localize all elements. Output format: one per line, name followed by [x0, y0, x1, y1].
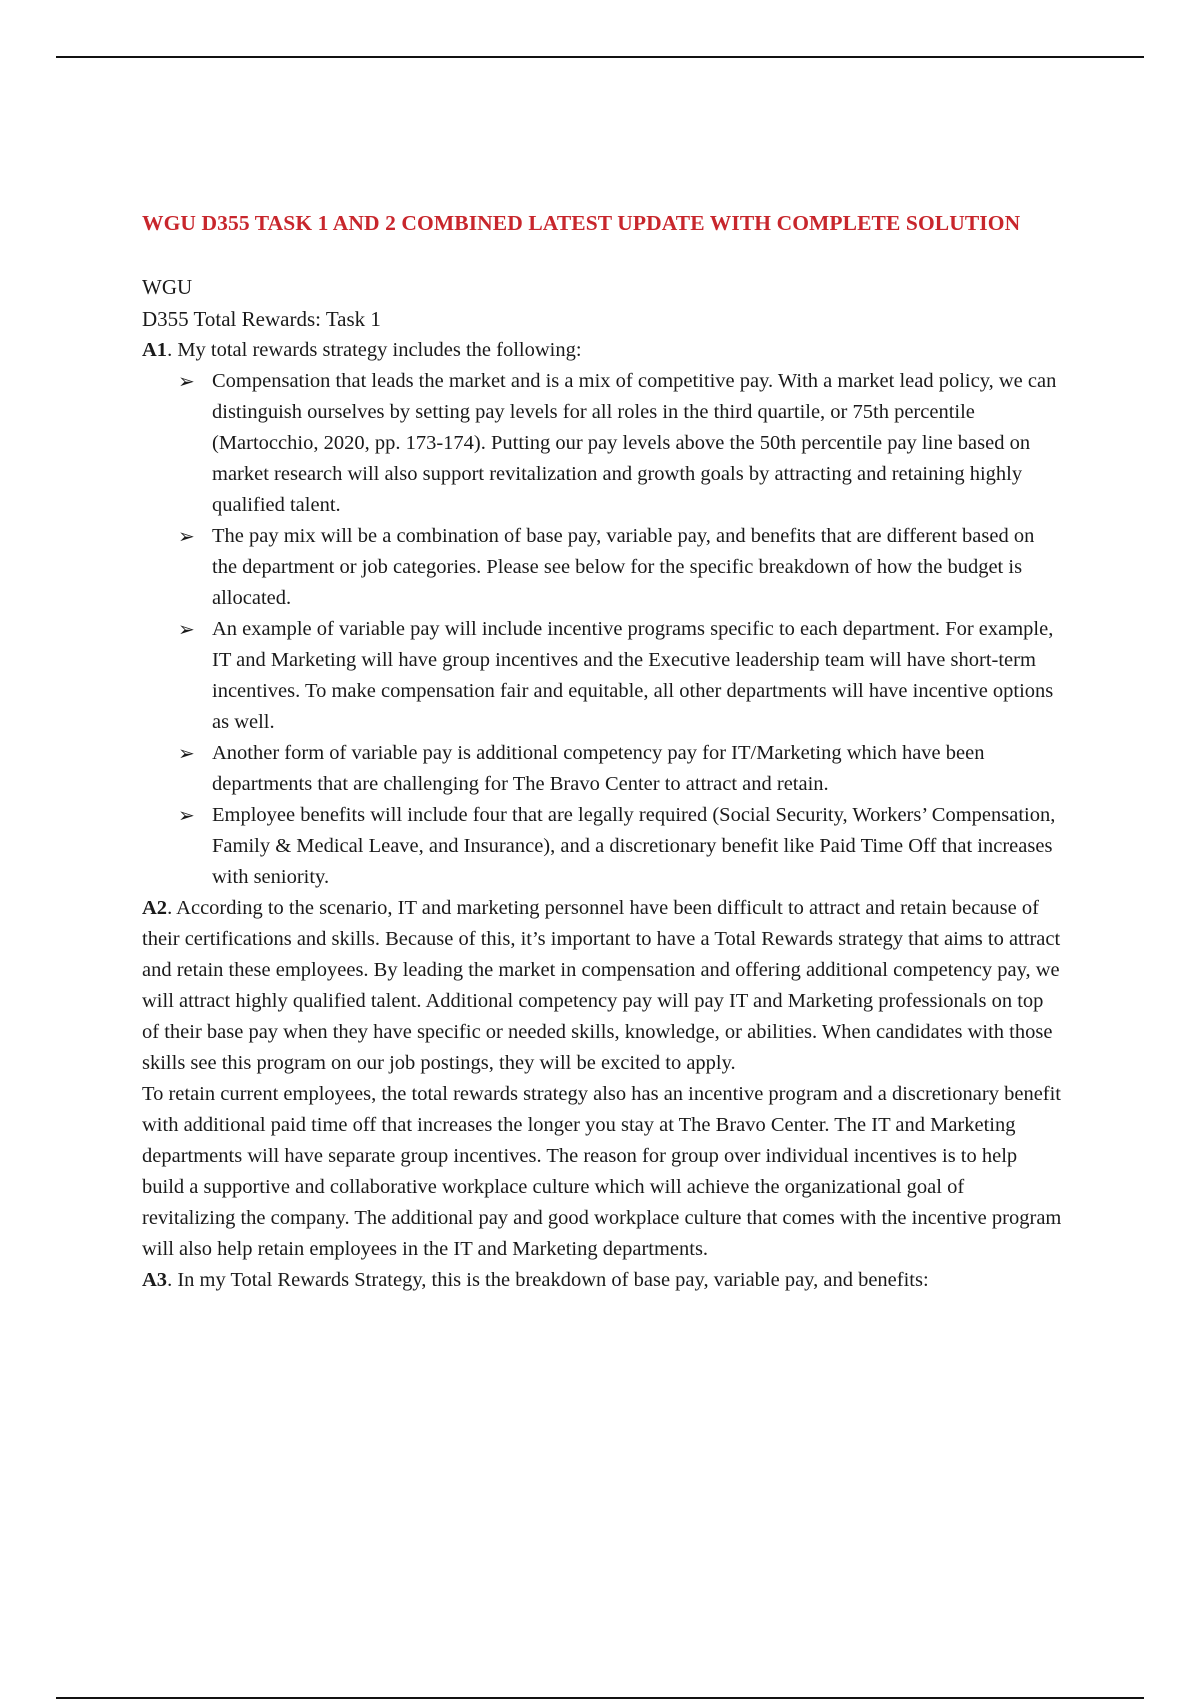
list-item-text: Another form of variable pay is additional competency pay for IT/Marketing which have been departments that are challenging for The Bravo Center to attract and retain.: [212, 742, 985, 795]
section-a1-label: A1: [142, 339, 168, 361]
list-item: [178, 800, 1062, 893]
list-item-text: The pay mix will be a combination of base pay, variable pay, and benefits that are different based on the department or job categories. Please see below for the specific breakdown of how the budget is allocated.: [212, 525, 1035, 609]
section-a1-intro-text: . My total rewards strategy includes the following:: [167, 339, 582, 361]
top-rule: [56, 56, 1144, 58]
list-item: [178, 614, 1062, 738]
document-title: WGU D355 TASK 1 AND 2 COMBINED LATEST UPDATE WITH COMPLETE SOLUTION: [142, 211, 1021, 235]
section-a2-label: A2: [142, 897, 168, 919]
list-item: [178, 366, 1062, 521]
section-a3-paragraph: [142, 1265, 1062, 1296]
list-item-text: Employee benefits will include four that are legally required (Social Security, Workers’ Compensation, Family & Medical Leave, and Insurance), and a discretionary benefit like Paid Time Off that increases with seniority.: [212, 804, 1056, 888]
section-a1-intro: [142, 335, 1062, 366]
section-a1-bullet-list: [142, 366, 1062, 893]
document-meta: [142, 271, 1062, 335]
section-a3-text: . In my Total Rewards Strategy, this is the breakdown of base pay, variable pay, and benefits:: [167, 1269, 929, 1291]
list-item: [178, 738, 1062, 800]
list-item-text: An example of variable pay will include incentive programs specific to each department. For example, IT and Marketing will have group incentives and the Executive leadership team will have short-term incentives. To make compensation fair and equitable, all other departments will have incentive options as well.: [212, 618, 1054, 733]
section-a2-paragraph-2: To retain current employees, the total rewards strategy also has an incentive program and a discretionary benefit with additional paid time off that increases the longer you stay at The Bravo Center. The IT and Marketing departments will have separate group incentives. The reason for group over individual incentives is to help build a supportive and collaborative workplace culture which will achieve the organizational goal of revitalizing the company. The additional pay and good workplace culture that comes with the incentive program will also help retain employees in the IT and Marketing departments.: [142, 1083, 1062, 1260]
arrowhead-bullet-icon: ➢: [178, 369, 195, 393]
list-item-text: Compensation that leads the market and is a mix of competitive pay. With a market lead policy, we can distinguish ourselves by setting pay levels for all roles in the third quartile, or 75th percentile (Martocchio, 2020, pp. 173-174). Putting our pay levels above the 50th percentile pay line based on market research will also support revitalization and growth goals by attracting and retaining highly qualified talent.: [212, 370, 1057, 516]
arrowhead-bullet-icon: ➢: [178, 524, 195, 548]
section-a3-label: A3: [142, 1269, 168, 1291]
list-item: [178, 521, 1062, 614]
arrowhead-bullet-icon: ➢: [178, 741, 195, 765]
document-page: [142, 210, 1062, 1296]
section-a2-text: . According to the scenario, IT and marketing personnel have been difficult to attract and retain because of their certifications and skills. Because of this, it’s important to have a Total Rewards strategy that aims to attract and retain these employees. By leading the market in compensation and offering additional competency pay, we will attract highly qualified talent. Additional competency pay will pay IT and Marketing professionals on top of their base pay when they have specific or needed skills, knowledge, or abilities. When candidates with those skills see this program on our job postings, they will be excited to apply.: [142, 897, 1061, 1074]
document-subtitle: D355 Total Rewards: Task 1: [142, 307, 381, 331]
bottom-rule: [56, 1697, 1144, 1699]
arrowhead-bullet-icon: ➢: [178, 803, 195, 827]
org-name: WGU: [142, 275, 193, 299]
section-a2-paragraph: [142, 893, 1062, 1079]
arrowhead-bullet-icon: ➢: [178, 617, 195, 641]
